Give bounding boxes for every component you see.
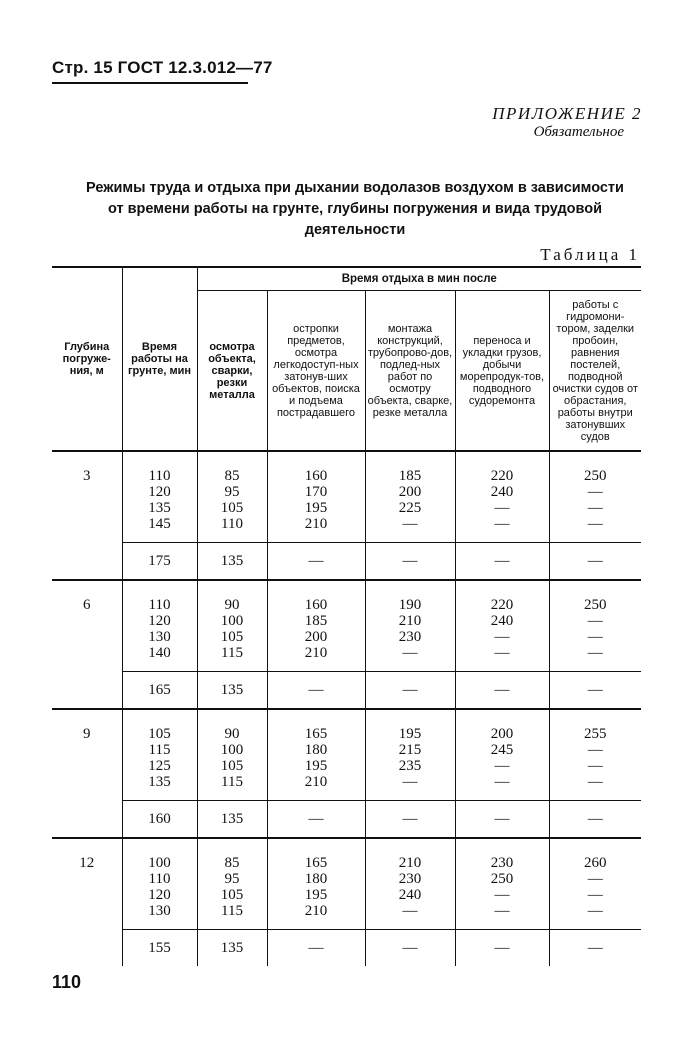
extra-value-cell: — [365,543,455,581]
value-cell [197,709,267,801]
value-line: — [494,629,510,645]
value-line: 215 [398,742,422,758]
value-line: 165 [304,855,328,871]
header-col-cargo: переноса и укладки грузов, добычи морепродук-тов, подводного судоремонта [455,291,549,452]
extra-value-cell: — [365,672,455,710]
value-line: — [587,742,603,758]
value-line: 245 [490,742,514,758]
value-line: 110 [148,597,171,613]
value-line: — [494,758,510,774]
title-line-1: Режимы труда и отдыха при дыхании водолазов воздухом в зависимости [86,180,624,196]
value-cell [122,580,197,672]
page-number: 110 [52,972,82,992]
extra-value-cell: 175 [122,543,197,581]
extra-value-cell: 160 [122,801,197,839]
header-col-inspection: осмотра объекта, сварки, резки металла [197,291,267,452]
table-row-extra [52,543,641,581]
value-cell [365,838,455,930]
value-cell [197,838,267,930]
depth-cell: 3 [52,451,122,580]
depth-cell: 12 [79,855,95,871]
value-line: 250 [584,597,607,613]
value-cell [549,838,641,930]
extra-value-cell: — [549,930,641,967]
appendix-status: Обязательное [533,124,624,140]
value-line: 190 [398,597,422,613]
rest-regime-table [52,266,641,966]
value-line: 195 [304,887,328,903]
extra-value-cell: — [549,801,641,839]
extra-value-cell: — [267,543,365,581]
value-line: 180 [304,871,328,887]
value-line: 195 [304,758,328,774]
value-line: 110 [148,871,171,887]
value-cell [455,580,549,672]
appendix-label [492,104,642,141]
value-cell [122,709,197,801]
table-row-extra [52,930,641,967]
value-cell [455,709,549,801]
value-line: 240 [490,484,514,500]
value-line: 120 [148,887,171,903]
value-line: 230 [398,871,422,887]
value-line: 95 [224,484,240,500]
value-line: 125 [148,758,171,774]
value-line: — [494,516,510,532]
value-line: 180 [304,742,328,758]
value-line: 235 [398,758,422,774]
extra-value-cell: 135 [197,543,267,581]
value-line: 120 [148,613,171,629]
extra-value-cell: — [455,543,549,581]
value-cell [122,838,197,930]
value-cell [197,451,267,543]
value-line: 210 [304,903,328,919]
value-line: 210 [304,516,328,532]
value-line: 185 [398,468,422,484]
extra-value-cell: — [267,672,365,710]
value-line: 210 [304,645,328,661]
value-cell [267,709,365,801]
value-line: 260 [584,855,607,871]
value-line: 200 [304,629,328,645]
value-cell [365,709,455,801]
value-line: 185 [304,613,328,629]
value-line: — [587,629,603,645]
extra-value-cell: — [455,801,549,839]
value-cell [549,451,641,543]
value-line: 115 [221,903,243,919]
value-line: 160 [304,468,328,484]
value-line: 145 [148,516,171,532]
value-cell [365,451,455,543]
value-cell [549,580,641,672]
value-line: — [587,887,603,903]
value-line: 200 [398,484,422,500]
value-line: — [402,903,418,919]
title-line-3: деятельности [304,222,406,238]
header-work-time: Время работы на грунте, мин [122,267,197,451]
value-line: — [494,774,510,790]
header-col-slinging: остропки предметов, осмотра легкодоступ-ных затонув-ших объектов, поиска и подъема пострадавшего [267,291,365,452]
value-line: 220 [490,468,514,484]
value-cell [197,580,267,672]
value-line: — [587,758,603,774]
value-line: 105 [220,887,244,903]
table-row-extra [52,801,641,839]
value-line: 240 [398,887,422,903]
extra-value-cell: — [549,672,641,710]
value-line: 170 [304,484,328,500]
extra-value-cell: 135 [197,801,267,839]
header-col-hydromonitor: работы с гидромони-тором, заделки пробоин, равнения постелей, подводной очистки судов от обрастания, работы внутри затонувших судов [549,291,641,452]
value-line: — [587,903,603,919]
value-line: — [587,500,603,516]
value-cell [455,838,549,930]
value-line: — [587,613,603,629]
value-line: 115 [148,742,171,758]
value-line: 105 [220,500,244,516]
value-line: 195 [398,726,422,742]
extra-value-cell: 135 [197,672,267,710]
value-line: — [494,500,510,516]
table-label: Таблица 1 [540,245,640,264]
value-line: — [494,903,510,919]
value-line: 250 [584,468,607,484]
extra-value-cell: — [365,801,455,839]
value-line: 100 [220,742,244,758]
value-line: 200 [490,726,514,742]
extra-value-cell: — [455,930,549,967]
appendix-title: ПРИЛОЖЕНИЕ 2 [492,104,642,123]
value-line: 195 [304,500,328,516]
header-depth: Глубина погруже-ния, м [52,267,122,451]
value-line: 210 [304,774,328,790]
value-line: 105 [148,726,171,742]
header-rule [52,82,248,84]
value-line: — [494,645,510,661]
value-line: — [587,774,603,790]
extra-value-cell: — [549,543,641,581]
depth-cell: 9 [52,709,122,838]
value-line: 115 [221,645,243,661]
value-line: — [587,871,603,887]
extra-value-cell: — [365,930,455,967]
value-cell [267,580,365,672]
document-title [60,178,650,241]
value-line: 130 [148,903,171,919]
value-line: 130 [148,629,171,645]
table-row [52,451,641,543]
extra-value-cell: — [455,672,549,710]
table-row [52,709,641,801]
value-line: — [494,887,510,903]
value-line: 240 [490,613,514,629]
value-line: 160 [304,597,328,613]
value-line: 110 [221,516,243,532]
value-line: 90 [224,726,240,742]
value-line: — [402,774,418,790]
depth-cell: 6 [52,580,122,709]
value-line: 100 [148,855,171,871]
extra-value-cell: 135 [197,930,267,967]
value-line: 100 [220,613,244,629]
value-cell [549,709,641,801]
value-line: 210 [398,613,422,629]
value-line: 135 [148,774,171,790]
extra-value-cell: 155 [122,930,197,967]
page-header: Стр. 15 ГОСТ 12.3.012—77 [52,58,273,77]
extra-value-cell: — [267,930,365,967]
value-line: 230 [490,855,514,871]
table-row [52,838,641,930]
table-row-extra [52,672,641,710]
value-line: 85 [224,468,240,484]
value-cell [455,451,549,543]
value-line: — [402,645,418,661]
value-cell [365,580,455,672]
value-line: 105 [220,758,244,774]
value-line: — [587,645,603,661]
extra-value-cell: — [267,801,365,839]
value-line: — [587,484,603,500]
value-line: 90 [224,597,240,613]
value-line: 120 [148,484,171,500]
value-cell [122,451,197,543]
title-line-2: от времени работы на грунте, глубины погружения и вида трудовой [107,201,603,217]
header-col-assembly: монтажа конструкций, трубопрово-дов, подлед-ных работ по осмотру объекта, сварке, резке металла [365,291,455,452]
value-line: 225 [398,500,422,516]
value-line: 95 [224,871,240,887]
value-line: 110 [148,468,171,484]
table-row [52,580,641,672]
value-line: 220 [490,597,514,613]
value-line: 135 [148,500,171,516]
value-line: 210 [398,855,422,871]
value-line: 250 [490,871,514,887]
value-line: 255 [584,726,607,742]
value-cell [267,451,365,543]
value-line: — [402,516,418,532]
header-rest-group: Время отдыха в мин после [197,267,641,291]
value-line: 165 [304,726,328,742]
value-line: — [587,516,603,532]
value-line: 140 [148,645,171,661]
extra-value-cell: 165 [122,672,197,710]
value-line: 85 [224,855,240,871]
value-line: 105 [220,629,244,645]
value-cell [267,838,365,930]
value-line: 230 [398,629,422,645]
value-line: 115 [221,774,243,790]
